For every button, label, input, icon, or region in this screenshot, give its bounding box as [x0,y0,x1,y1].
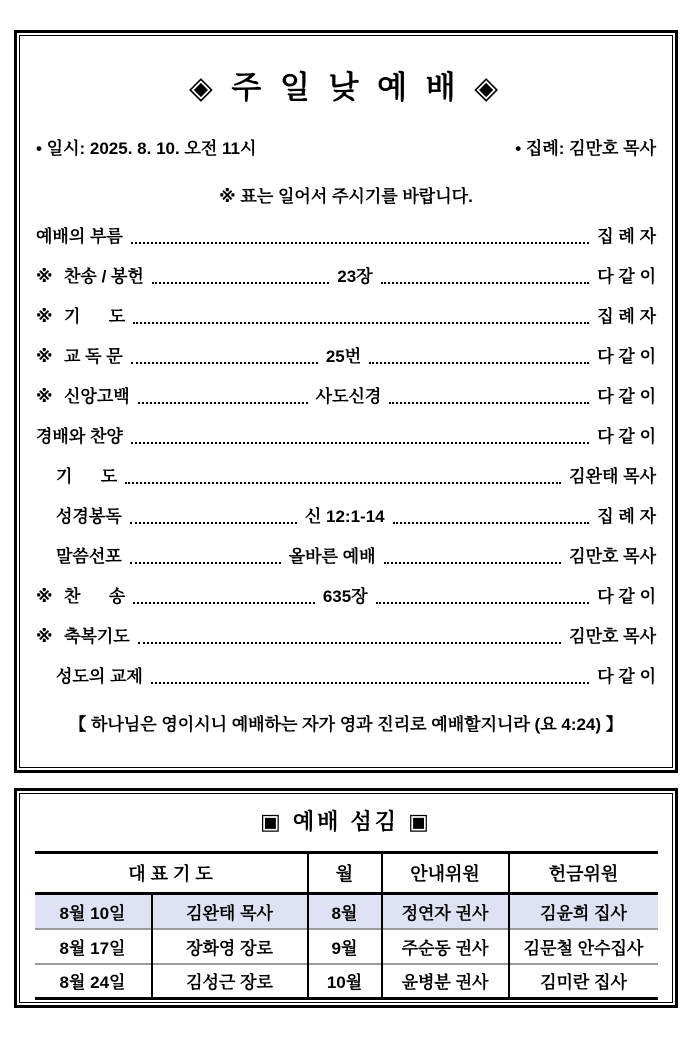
cell-prayer: 장화영 장로 [152,929,308,964]
dot-leader [389,402,589,404]
order-leader: 집 례 자 [597,227,656,246]
order-leader: 다 같 이 [597,427,656,446]
cell-usher: 정연자 권사 [382,894,509,929]
meta-row [20,134,672,159]
order-value: 올바른 예배 [288,547,376,566]
roster-row-current-week [35,894,658,929]
cell-usher: 주순동 권사 [382,929,509,964]
order-leader: 다 같 이 [597,387,656,406]
header-usher: 안내위원 [382,853,509,894]
dot-leader [376,602,590,604]
order-line-praise-worship [36,424,656,450]
dot-leader [130,522,297,524]
order-line-benediction [36,624,656,650]
order-line-scripture-reading [36,504,656,530]
order-line-fellowship [36,664,656,690]
order-leader: 집 례 자 [597,307,656,326]
order-value: 23장 [337,267,373,286]
order-label: 신앙고백 [64,387,130,406]
order-label: 기 도 [64,307,126,326]
cell-date: 8월 17일 [35,929,152,964]
order-leader: 김만호 목사 [569,547,656,566]
service-datetime: • 일시: 2025. 8. 10. 오전 11시 [36,139,257,158]
worship-order-box-inner [19,35,673,768]
dot-leader [152,282,329,284]
order-leader: 다 같 이 [597,587,656,606]
order-leader: 김만호 목사 [569,627,656,646]
dot-leader [393,522,590,524]
cell-offering: 김윤희 집사 [509,894,658,929]
worship-order-box [14,30,678,773]
stand-note: ※ 표는 일어서 주시기를 바랍니다. [219,187,473,206]
serving-roster-box-inner [19,793,673,1003]
order-value: 신 12:1-14 [304,507,385,526]
stand-mark: ※ [36,267,53,286]
dot-leader [125,482,561,484]
order-leader: 다 같 이 [597,667,656,686]
cell-usher: 윤병분 권사 [382,964,509,999]
order-leader: 김완태 목사 [569,467,656,486]
order-leader: 다 같 이 [597,347,656,366]
dot-leader [131,362,318,364]
dot-leader [384,562,562,564]
order-label: 찬 송 [64,587,126,606]
order-line-prayer [36,304,656,330]
cell-prayer: 김완태 목사 [152,894,308,929]
order-label: 교 독 문 [64,347,123,366]
cell-month: 9월 [308,929,382,964]
serving-roster-box [14,788,678,1008]
cell-month: 8월 [308,894,382,929]
scripture-verse: 【 하나님은 영이시니 예배하는 자가 영과 진리로 예배할지니라 (요 4:24) 】 [69,715,623,734]
dot-leader [131,442,589,444]
order-line-confession-of-faith [36,384,656,410]
order-label: 성경봉독 [56,507,122,526]
cell-offering: 김문철 안수집사 [509,929,658,964]
dot-leader [133,322,589,324]
order-leader: 다 같 이 [597,267,656,286]
cell-prayer: 김성근 장로 [152,964,308,999]
stand-mark: ※ [36,587,53,606]
header-offering: 헌금위원 [509,853,658,894]
serving-roster-title: ▣ 예배 섬김 ▣ [260,809,432,834]
order-label: 찬송 / 봉헌 [64,267,144,286]
dot-leader [130,562,281,564]
order-label: 예배의 부름 [36,227,123,246]
stand-mark: ※ [36,307,53,326]
dot-leader [381,282,590,284]
header-representative-prayer: 대 표 기 도 [35,853,308,894]
stand-mark: ※ [36,627,53,646]
order-line-call-to-worship [36,224,656,250]
cell-date: 8월 24일 [35,964,152,999]
stand-mark: ※ [36,347,53,366]
order-line-sermon [36,544,656,570]
cell-month: 10월 [308,964,382,999]
order-value: 25번 [325,347,362,366]
dot-leader [369,362,589,364]
order-line-hymn-offering [36,264,656,290]
order-label: 성도의 교제 [56,667,143,686]
header-month: 월 [308,853,382,894]
order-label: 말씀선포 [56,547,122,566]
order-leader: 집 례 자 [597,507,656,526]
order-line-hymn [36,584,656,610]
order-value: 635장 [322,587,368,606]
dot-leader [138,642,561,644]
roster-row [35,964,658,999]
order-label: 경배와 찬양 [36,427,123,446]
page-title: ◈ 주 일 낮 예 배 ◈ [188,70,504,105]
dot-leader [133,602,315,604]
stand-mark: ※ [36,387,53,406]
order-line-prayer-2 [36,464,656,490]
order-of-worship-list [20,224,672,690]
order-label: 기 도 [56,467,118,486]
cell-offering: 김미란 집사 [509,964,658,999]
dot-leader [138,402,308,404]
order-line-responsive-reading [36,344,656,370]
service-officiant: • 집례: 김만호 목사 [515,139,656,158]
roster-header-row [35,853,658,894]
dot-leader [131,242,589,244]
dot-leader [151,682,589,684]
order-label: 축복기도 [64,627,130,646]
serving-roster-table [35,851,658,1000]
roster-row [35,929,658,964]
order-value: 사도신경 [315,387,382,406]
cell-date: 8월 10일 [59,903,126,923]
